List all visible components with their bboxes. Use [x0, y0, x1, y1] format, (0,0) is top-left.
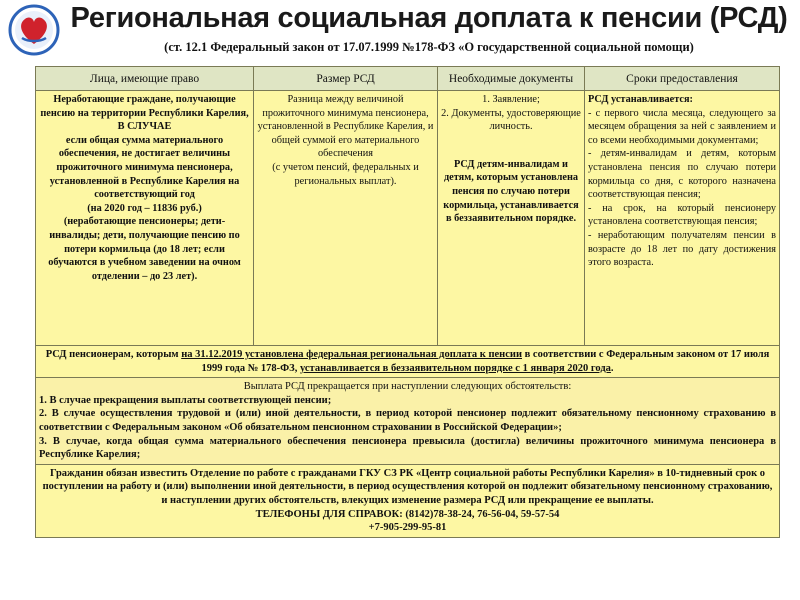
law-reference: (ст. 12.1 Федеральный закон от 17.07.1999 №178-ФЗ «О государственной социальной помощи) [164, 40, 694, 54]
terms-heading: РСД устанавливается: [588, 94, 693, 105]
eligible-cell [36, 91, 254, 346]
page-title: Региональная социальная доплата к пенсии (РСД) [70, 2, 788, 34]
terms-item: - детям-инвалидам и детям, которым установлена пенсия по случаю потери кормильца со дня, с которого назначена соответствующая пенсия; [588, 148, 776, 201]
termination-item: 2. В случае осуществления трудовой и (или) иной деятельности, в период которой пенсионер подлежит обязательному пенсионному страхованию в соответствии с Федеральным законом «Об обязательном пенсионном страховании в Российской Федерации»; [39, 408, 776, 433]
termination-item: 1. В случае прекращения выплаты соответствующей пенсии; [39, 394, 332, 406]
doc-auto-note: РСД детям-инвалидам и детям, которым установлена пенсия по случаю потери кормильца, устанавливается в беззаявительном порядке. [443, 158, 579, 225]
size-cell [254, 91, 438, 346]
organization-logo [8, 4, 60, 56]
table-row-contacts [36, 464, 780, 537]
mobile-phone: +7-905-299-95-81 [368, 522, 447, 534]
contacts-cell [36, 464, 780, 537]
rsd-info-table [35, 66, 780, 538]
terms-item: - на срок, на который пенсионеру установлена соответствующая пенсия; [588, 202, 776, 228]
terms-cell [585, 91, 780, 346]
size-note: (с учетом пенсий, федеральных и региональных выплат). [272, 161, 419, 187]
eligible-condition: если общая сумма материального обеспечения, не достигает величины прожиточного минимума пенсионера, установленной в Республике Карелия на соответствующий год [49, 134, 240, 201]
notification-duty: Гражданин обязан известить Отделение по работе с гражданами ГКУ СЗ РК «Центр социальной работы Республики Карелия» в 10-тидневный срок о поступлении на работу и (или) выполнении иной деятельности, в период осуществления которой он подлежит обязательному пенсионному страхованию, и наступлении других обстоятельств, влекущих изменение размера РСД или прекращение ее выплаты. [42, 467, 773, 506]
table-row-termination [36, 378, 780, 465]
termination-item: 3. В случае, когда общая сумма материального обеспечения пенсионера превысила (достигла) величины прожиточного минимума пенсионера в Республике Карелия; [39, 435, 776, 461]
table-row-main [36, 91, 780, 346]
doc-item: 1. Заявление; [482, 94, 540, 105]
eligible-intro: Неработающие граждане, получающие пенсию на территории Республики Карелия, В СЛУЧАЕ [40, 94, 249, 133]
eligible-categories: (неработающие пенсионеры; дети-инвалиды; дети, получающие пенсию по потери кормильца (до 18 лет; если обучаются в учебном заведении на очном отделении – до 23 лет). [48, 216, 241, 282]
documents-cell [438, 91, 585, 346]
table-header-row [36, 67, 780, 91]
header-documents: Необходимые документы [438, 67, 585, 91]
header-size: Размер РСД [254, 67, 438, 91]
doc-item: 2. Документы, удостоверяющие личность. [441, 107, 581, 133]
size-description: Разница между величиной прожиточного минимума пенсионера, установленной в Республике Карелия, и общей суммой его материального обеспечения [257, 94, 434, 160]
phones: ТЕЛЕФОНЫ ДЛЯ СПРАВОК: (8142)78-38-24, 76-56-04, 59-57-54 [255, 508, 560, 520]
terms-item: - с первого числа месяца, следующего за месяцем обращения за ней с заявлением и со всеми необходимыми документами; [588, 107, 776, 146]
table-row-transition [36, 346, 780, 378]
terms-item: - неработающим получателям пенсии в возрасте до 18 лет по дату достижения этого возраста. [588, 229, 776, 269]
header-eligible: Лица, имеющие право [36, 67, 254, 91]
termination-cell [36, 378, 780, 465]
transition-note: РСД пенсионерам, которым на 31.12.2019 установлена федеральная региональная доплата к пенсии в соответствии с Федеральным законом от 17 июля 1999 года № 178-ФЗ, устанавливается в беззаявительном порядке с 1 января 2020 года. [36, 346, 780, 378]
termination-heading: Выплата РСД прекращается при наступлении следующих обстоятельств: [243, 381, 572, 393]
eligible-amount: (на 2020 год – 11836 руб.) [87, 202, 202, 214]
header-terms: Сроки предоставления [585, 67, 780, 91]
